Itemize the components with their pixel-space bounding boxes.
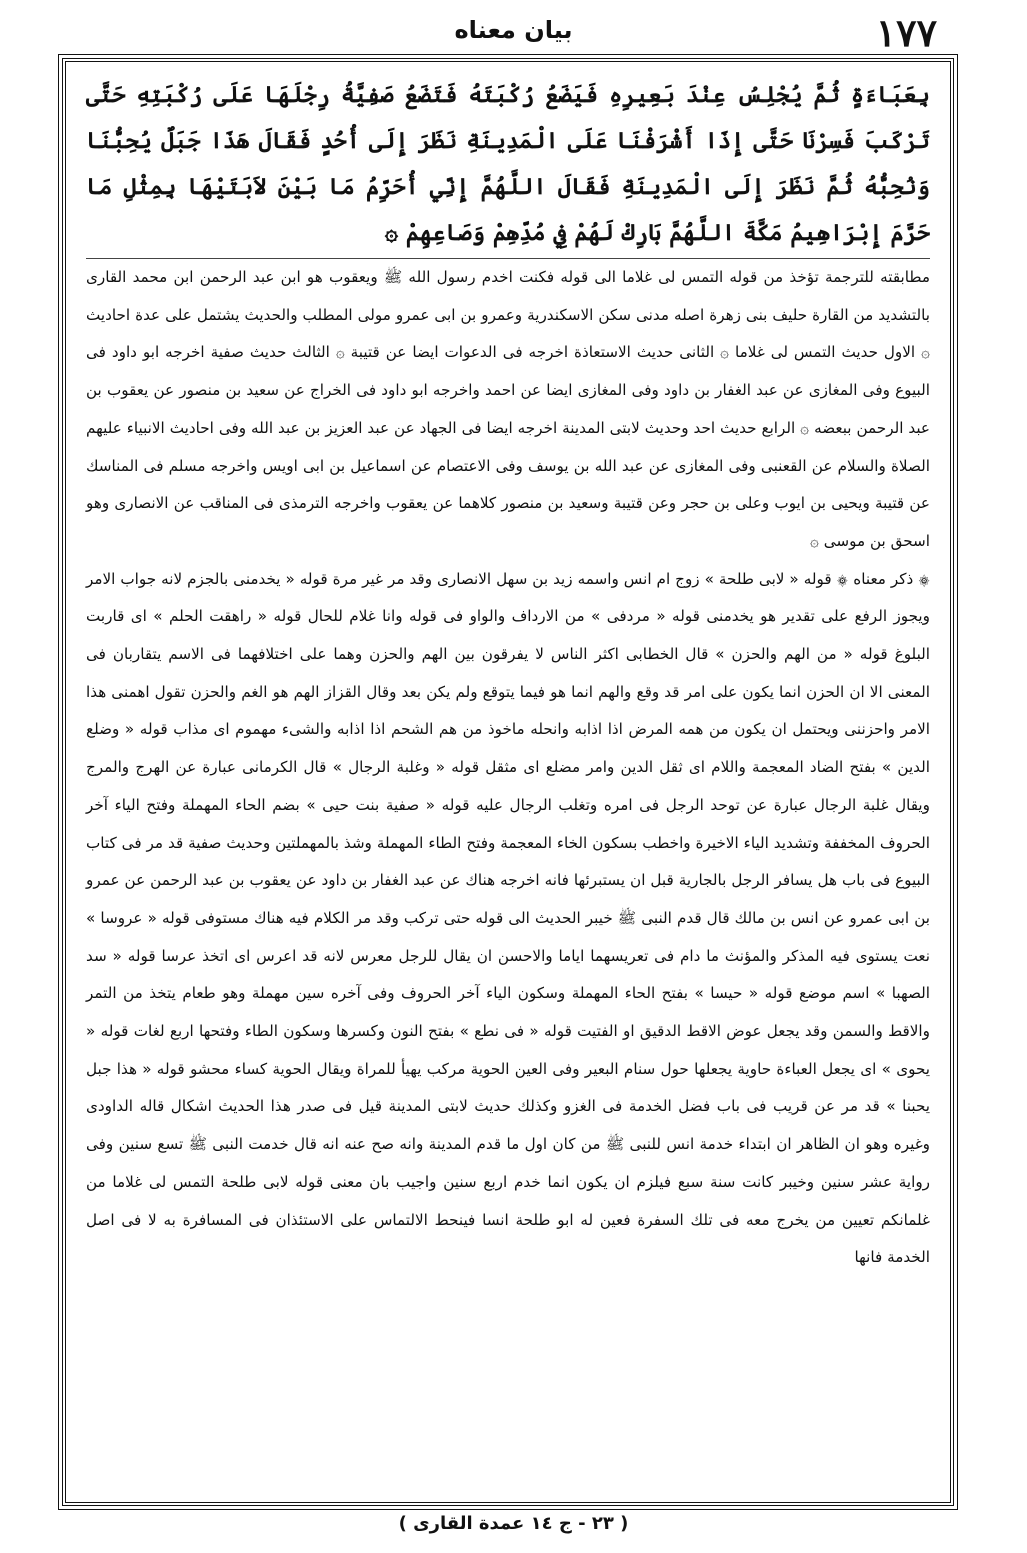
text-frame (62, 58, 954, 1506)
commentary-paragraph: ۞ ذكر معناه ۞ قوله « لابى طلحة » زوج ام انس واسمه زيد بن سهل الانصارى وقد مر غير مرة قوله « يخدمنى بالجزم لانه جواب الامر ويجوز الرفع على تقدير هو يخدمنى قوله « مردفى » من الارداف والواو فى قوله وانا غلام للحال قوله « راهقت الحلم » اى قاربت البلوغ قوله « من الهم والحزن » قال الخطابى اكثر الناس لا يفرقون بين الهم والحزن وهما على اختلافهما فى الاسم يتقاربان فى المعنى الا ان الحزن انما يكون على امر قد وقع والهم انما هو فيما يتوقع ولم يكن بعد وقال القزاز الهم هو الغم والحزن تقول اهمنى هذا الامر واحزننى ويحتمل ان يكون من همه المرض اذا اذابه وانحله ماخوذ من هم الشحم اذا اذابه والشىء مهموم اى مذاب قوله « وضلع الدين » بفتح الضاد المعجمة واللام اى ثقل الدين وامر مضلع اى مثقل قوله « وغلبة الرجال » قال الكرمانى عبارة عن الهرج والمرج ويقال غلبة الرجال عبارة عن توحد الرجل فى امره وتغلب الرجال عليه قوله « صفية بنت حيى » بضم الحاء المهملة وفتح الياء آخر الحروف المخففة وتشديد الياء الاخيرة واخطب بسكون الخاء المعجمة وفتح الطاء المهملة وشذ بالمهملتين وحديث صفية قد مر فى كتاب البيوع فى باب هل يسافر الرجل بالجارية قبل ان يستبرئها فانه اخرجه هناك عن عبد الغفار بن داود عن يعقوب بن عبد الرحمن عن عمرو بن ابى عمرو عن انس بن مالك قال قدم النبى ﷺ خيبر الحديث الى قوله حتى تركب وقد مر الكلام فيه هناك مستوفى قوله « عروسا » نعت يستوى فيه المذكر والمؤنث ما دام فى تعريسهما اياما والاحسن ان يقال للرجل معرس لانه قد اعرس اى اتخذ عرسا قوله « سد الصهبا » اسم موضع قوله « حيسا » بفتح الحاء المهملة وسكون الياء آخر الحروف وفى آخره سين مهملة وهو طعام يتخذ من التمر والاقط والسمن وقد يجعل عوض الاقط الدقيق او الفتيت قوله « فى نطع » بفتح النون وكسرها وسكون الطاء وفتحها اربع لغات قوله « يحوى » اى يجعل العباءة حاوية يجعلها حول سنام البعير وفى العين الحوية مركب يهيأ للمراة ويقال الحوية كساء محشو قوله « هذا جبل يحبنا » قد مر عن قريب فى باب فضل الخدمة فى الغزو وكذلك حديث لابتى المدينة قيل فى صدر هذا الحديث اشكال قاله الداودى وغيره وهو ان الظاهر ان ابتداء خدمة انس للنبى ﷺ من كان اول ما قدم المدينة وانه صح عنه انه قال خدمت النبى ﷺ تسع سنين وفى رواية عشر سنين وخيبر كانت سنة سبع فيلزم ان يكون انما خدم اربع سنين واجيب بان معنى قوله لابى طلحة التمس لى غلاما من غلمانكم تعيين من يخرج معه فى تلك السفرة فعين له ابو طلحة انسا فينحط الالتماس على الاستئذان فى المسافرة به لا فى اصل الخدمة فانها (86, 569, 930, 1267)
hadith-text: بِعَبَاءَةٍ ثُمَّ يُجْلِسُ عِنْدَ بَعِيرِهِ فَيَضَعُ رُكْبَتَهُ فَتَضَعُ صَفِيَّةُ رِجْلَهَا عَلَى رُكْبَتِهِ حَتَّى تَرْكَبَ فَسِرْنَا حَتَّى إِذَا أَشْرَفْنَا عَلَى الْمَدِينَةِ نَظَرَ إِلَى أُحُدٍ فَقَالَ هَذَا جَبَلٌ يُحِبُّنَا وَنُحِبُّهُ ثُمَّ نَظَرَ إِلَى الْمَدِينَةِ فَقَالَ اللَّهُمَّ إِنِّي أُحَرِّمُ مَا بَيْنَ لاَبَتَيْهَا بِمِثْلِ مَا حَرَّمَ إِبْرَاهِيمُ مَكَّةَ اللَّهُمَّ بَارِكْ لَهُمْ فِي مُدِّهِمْ وَصَاعِهِمْ ۞ (86, 72, 930, 259)
footer-signature: ( ٢٣ - ج ١٤ عمدة القارى ) (398, 1513, 629, 1534)
page-header (60, 10, 967, 54)
page-number: ١٧٧ (875, 10, 937, 55)
running-title: بيان معناه (454, 16, 573, 44)
commentary-paragraph: مطابقته للترجمة تؤخذ من قوله التمس لى غلاما الى قوله فكنت اخدم رسول الله ﷺ ويعقوب هو ابن عبد الرحمن ابن محمد القارى بالتشديد من القارة حليف بنى زهرة اصله مدنى سكن الاسكندرية وعمرو بن ابى عمرو مولى المطلب والحديث يشتمل على عدة احاديث ۞ الاول حديث التمس لى غلاما ۞ الثانى حديث الاستعاذة اخرجه فى الدعوات ايضا عن قتيبة ۞ الثالث حديث صفية اخرجه ابو داود فى البيوع وفى المغازى عن عبد الغفار بن داود وفى المغازى ايضا عن احمد واخرجه ابو داود فى الخراج عن سعيد بن منصور عن يعقوب بن عبد الرحمن ببعضه ۞ الرابع حديث احد وحديث لابتى المدينة اخرجه ايضا فى الجهاد عن عبد العزيز بن عبد الله وفى احاديث الانبياء عليهم الصلاة والسلام عن القعنبى وفى المغازى عن عبد الله بن يوسف وفى الاعتصام عن اسماعيل بن ابى اويس واخرجه مسلم فى المناسك عن قتيبة ويحيى بن ايوب وعلى بن حجر وعن قتيبة وسعيد بن منصور كلاهما عن يعقوب واخرجه الترمذى فى المناقب عن الانصارى وهو اسحق بن موسى ۞ (86, 268, 930, 550)
